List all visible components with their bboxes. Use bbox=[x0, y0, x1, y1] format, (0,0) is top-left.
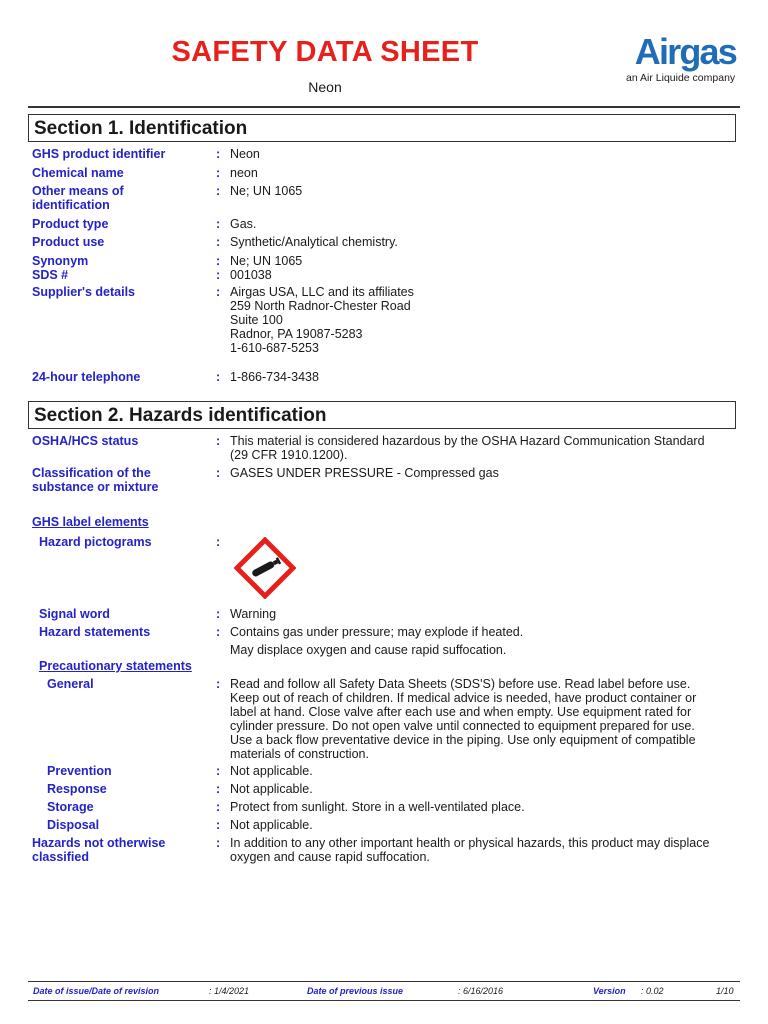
colon: : bbox=[216, 217, 221, 231]
colon: : bbox=[216, 764, 221, 778]
label-ghs-product-identifier: GHS product identifier bbox=[32, 147, 166, 161]
colon: : bbox=[216, 818, 221, 832]
label-classification: Classification of the substance or mixture bbox=[32, 466, 159, 494]
section-2-header bbox=[28, 401, 736, 429]
footer-version-value: : 0.02 bbox=[641, 986, 664, 996]
label-synonym: Synonym bbox=[32, 254, 89, 268]
footer-issue-label: Date of issue/Date of revision bbox=[33, 986, 160, 996]
value-osha-hcs-status: This material is considered hazardous by the OSHA Hazard Communication Standard (29 CFR 1910.1200). bbox=[230, 434, 705, 462]
label-other-means-of-identification: Other means of identification bbox=[32, 184, 124, 212]
value-response: Not applicable. bbox=[230, 782, 313, 796]
label-24-hour-telephone: 24-hour telephone bbox=[32, 370, 141, 384]
value-product-type: Gas. bbox=[230, 217, 257, 231]
airgas-logo bbox=[626, 31, 744, 84]
label-response: Response bbox=[47, 782, 107, 796]
colon: : bbox=[216, 782, 221, 796]
section-1-title: Section 1. Identification bbox=[34, 118, 248, 139]
footer-previous-issue-value: : 6/16/2016 bbox=[458, 986, 504, 996]
footer-divider bbox=[28, 981, 740, 982]
label-chemical-name: Chemical name bbox=[32, 166, 124, 180]
header-divider bbox=[28, 106, 740, 108]
ghs-label-elements-heading: GHS label elements bbox=[32, 515, 149, 529]
value-hazard-statements: Contains gas under pressure; may explode if heated. May displace oxygen and cause rapid suffocation. bbox=[230, 625, 524, 657]
colon: : bbox=[216, 285, 221, 299]
colon: : bbox=[216, 607, 221, 621]
label-hazard-statements: Hazard statements bbox=[39, 625, 151, 639]
value-storage: Protect from sunlight. Store in a well-ventilated place. bbox=[230, 800, 525, 814]
label-sds-number: SDS # bbox=[32, 268, 69, 282]
product-name-subtitle: Neon bbox=[308, 79, 342, 95]
value-disposal: Not applicable. bbox=[230, 818, 313, 832]
value-24-hour-telephone: 1-866-734-3438 bbox=[230, 370, 319, 384]
value-synonym: Ne; UN 1065 bbox=[230, 254, 303, 268]
colon: : bbox=[216, 147, 221, 161]
colon: : bbox=[216, 268, 221, 282]
footer-previous-issue-label: Date of previous issue bbox=[307, 986, 404, 996]
colon: : bbox=[216, 166, 221, 180]
colon: : bbox=[216, 466, 221, 480]
colon: : bbox=[216, 184, 221, 198]
label-disposal: Disposal bbox=[47, 818, 100, 832]
section-2-title: Section 2. Hazards identification bbox=[34, 405, 327, 426]
value-sds-number: 001038 bbox=[230, 268, 272, 282]
value-general: Read and follow all Safety Data Sheets (SDS'S) before use. Read label before use. Keep out of reach of children. If medical advice is needed, have product container or label at hand. Close valve after each use and when empty. Use equipment rated for cylinder pressure. Do not open valve until connected to equipment prepared for use. Use a back flow preventative device in the piping. Use only equipment of compatible materials of construction. bbox=[230, 677, 697, 761]
label-prevention: Prevention bbox=[47, 764, 112, 778]
value-ghs-product-identifier: Neon bbox=[230, 147, 260, 161]
label-storage: Storage bbox=[47, 800, 94, 814]
value-suppliers-details: Airgas USA, LLC and its affiliates 259 North Radnor-Chester Road Suite 100 Radnor, PA 19087-5283 1-610-687-5253 bbox=[230, 285, 414, 355]
value-classification: GASES UNDER PRESSURE - Compressed gas bbox=[230, 466, 499, 480]
footer-bottom-divider bbox=[28, 1000, 740, 1001]
colon: : bbox=[216, 434, 221, 448]
label-product-use: Product use bbox=[32, 235, 105, 249]
label-hazard-pictograms: Hazard pictograms bbox=[39, 535, 152, 549]
colon: : bbox=[216, 535, 221, 549]
value-prevention: Not applicable. bbox=[230, 764, 313, 778]
label-general: General bbox=[47, 677, 94, 691]
document-title: SAFETY DATA SHEET bbox=[171, 36, 479, 68]
value-other-means-of-identification: Ne; UN 1065 bbox=[230, 184, 303, 198]
colon: : bbox=[216, 836, 221, 850]
footer-page-number: 1/10 bbox=[716, 986, 734, 996]
label-product-type: Product type bbox=[32, 217, 109, 231]
colon: : bbox=[216, 254, 221, 268]
value-hazards-not-otherwise-classified: In addition to any other important health or physical hazards, this product may displace oxygen and cause rapid suffocation. bbox=[230, 836, 710, 864]
colon: : bbox=[216, 677, 221, 691]
label-osha-hcs-status: OSHA/HCS status bbox=[32, 434, 139, 448]
footer-version-label: Version bbox=[593, 986, 626, 996]
precautionary-statements-heading: Precautionary statements bbox=[39, 659, 192, 673]
section-1-header bbox=[28, 114, 736, 142]
value-product-use: Synthetic/Analytical chemistry. bbox=[230, 235, 398, 249]
value-chemical-name: neon bbox=[230, 166, 258, 180]
label-suppliers-details: Supplier's details bbox=[32, 285, 136, 299]
colon: : bbox=[216, 235, 221, 249]
colon: : bbox=[216, 625, 221, 639]
label-hazards-not-otherwise-classified: Hazards not otherwise classified bbox=[32, 836, 166, 864]
colon: : bbox=[216, 800, 221, 814]
colon: : bbox=[216, 370, 221, 384]
logo-tagline: an Air Liquide company bbox=[626, 72, 736, 84]
gas-cylinder-icon bbox=[234, 537, 296, 599]
logo-name: Airgas bbox=[634, 31, 736, 72]
label-signal-word: Signal word bbox=[39, 607, 110, 621]
value-signal-word: Warning bbox=[230, 607, 277, 621]
footer-issue-value: : 1/4/2021 bbox=[209, 986, 250, 996]
